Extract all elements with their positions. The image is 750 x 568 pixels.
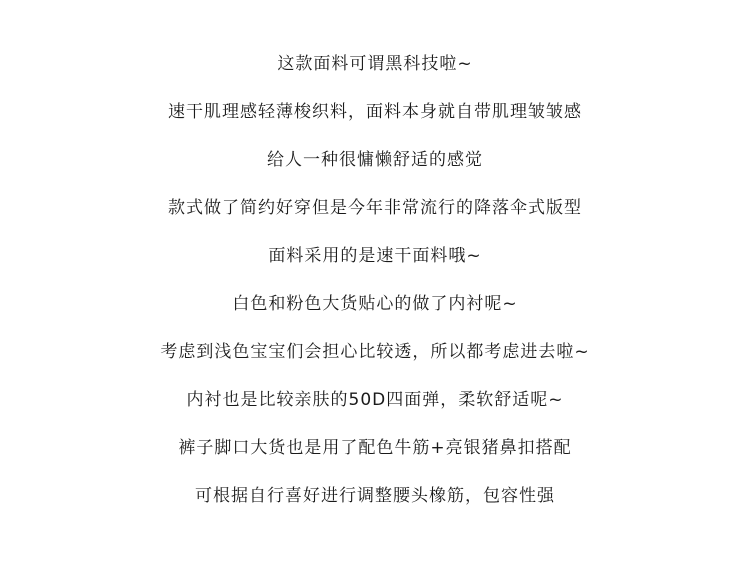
description-line-3: 给人一种很慵懒舒适的感觉 [267,150,483,170]
description-line-9: 裤子脚口大货也是用了配色牛筋+亮银猪鼻扣搭配 [178,438,572,458]
description-line-7: 考虑到浅色宝宝们会担心比较透，所以都考虑进去啦~ [160,342,590,362]
description-line-4: 款式做了简约好穿但是今年非常流行的降落伞式版型 [168,198,582,218]
description-line-1: 这款面料可谓黑科技啦~ [277,54,473,74]
description-line-6: 白色和粉色大货贴心的做了内衬呢~ [232,294,518,314]
description-line-5: 面料采用的是速干面料哦~ [268,246,482,266]
description-line-2: 速干肌理感轻薄梭织料，面料本身就自带肌理皱皱感 [168,102,582,122]
description-line-8: 内衬也是比较亲肤的50D四面弹，柔软舒适呢~ [186,390,564,410]
description-line-10: 可根据自行喜好进行调整腰头橡筋，包容性强 [195,486,555,506]
